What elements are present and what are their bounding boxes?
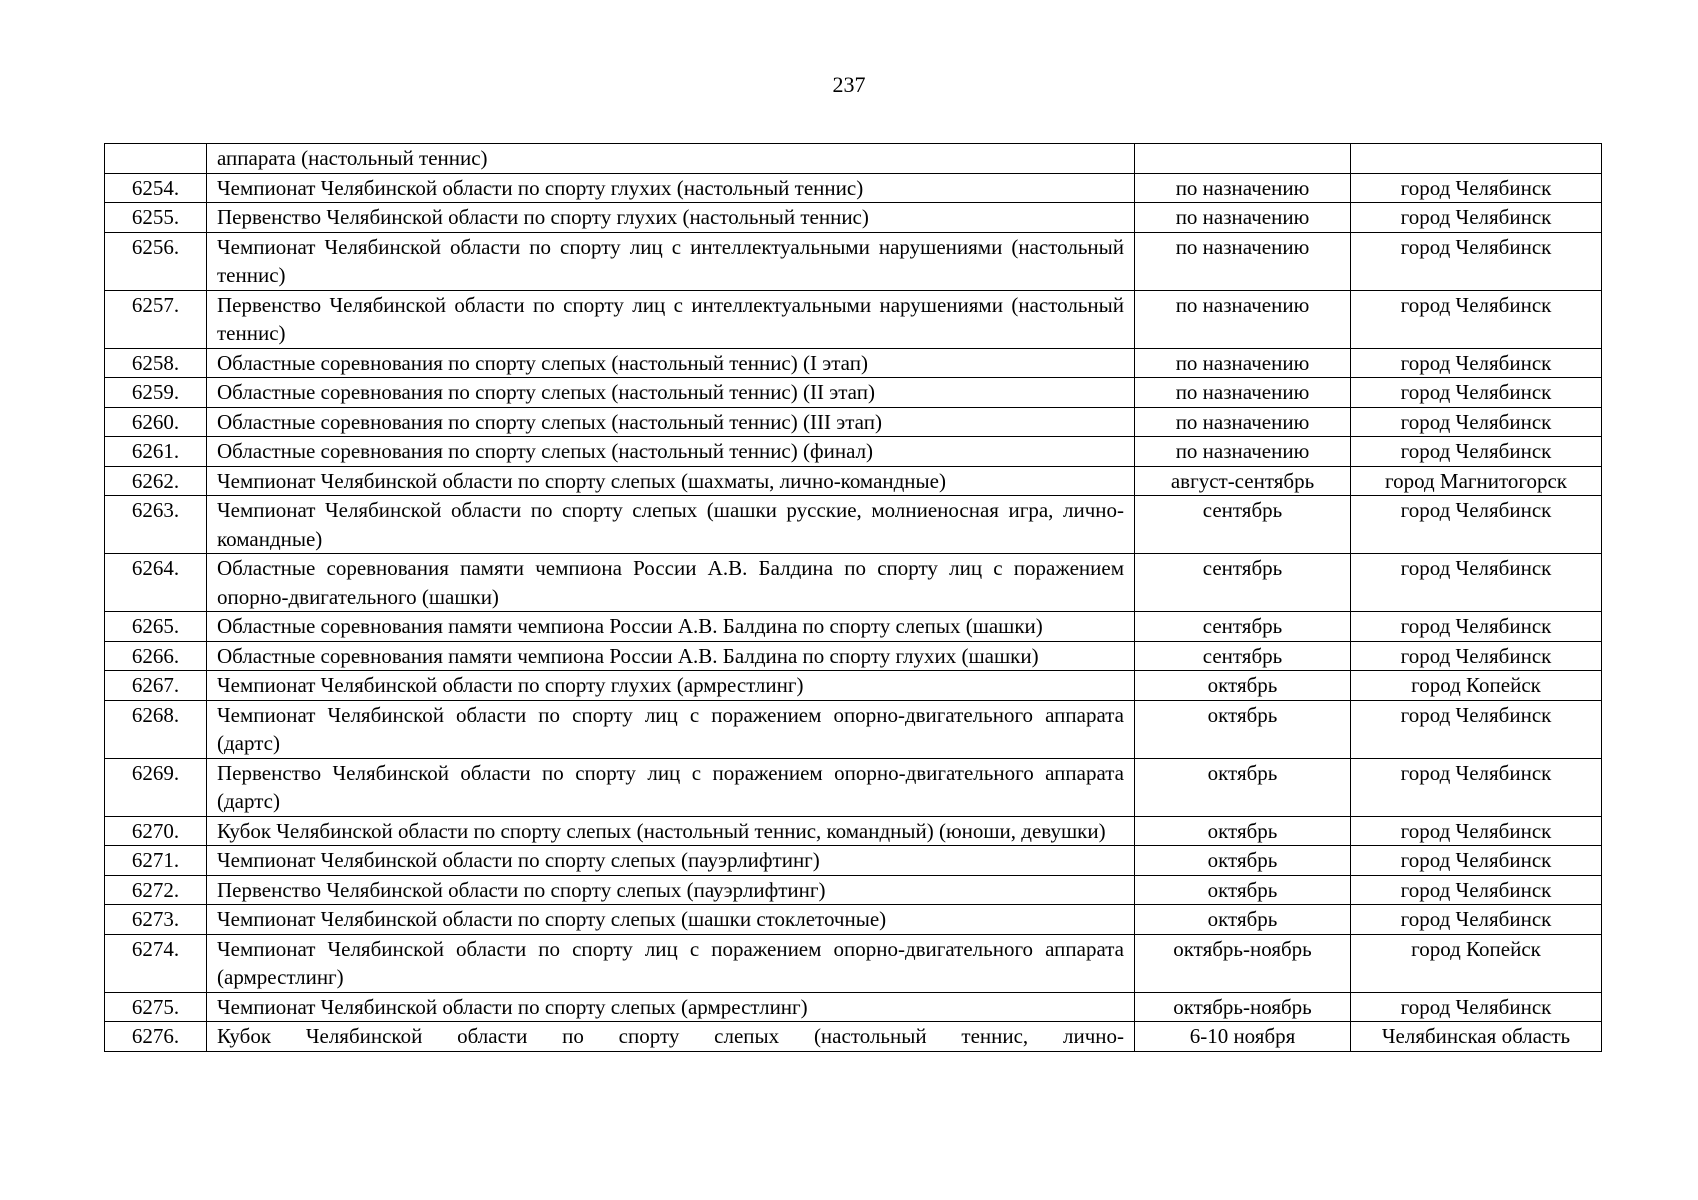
event-date: по назначению bbox=[1135, 407, 1351, 437]
event-date: по назначению bbox=[1135, 203, 1351, 233]
event-date: сентябрь bbox=[1135, 554, 1351, 612]
event-name: Чемпионат Челябинской области по спорту слепых (шашки русские, молниеносная игра, лично-командные) bbox=[207, 496, 1135, 554]
event-date bbox=[1135, 144, 1351, 174]
event-place bbox=[1351, 144, 1602, 174]
event-place: город Челябинск bbox=[1351, 290, 1602, 348]
row-number: 6272. bbox=[105, 875, 207, 905]
row-number: 6257. bbox=[105, 290, 207, 348]
event-date: 6-10 ноября bbox=[1135, 1022, 1351, 1052]
event-name: Чемпионат Челябинской области по спорту слепых (шашки стоклеточные) bbox=[207, 905, 1135, 935]
event-date: октябрь-ноябрь bbox=[1135, 992, 1351, 1022]
event-date: октябрь-ноябрь bbox=[1135, 934, 1351, 992]
event-name: Чемпионат Челябинской области по спорту глухих (армрестлинг) bbox=[207, 671, 1135, 701]
row-number: 6276. bbox=[105, 1022, 207, 1052]
event-place: город Челябинск bbox=[1351, 905, 1602, 935]
event-place: город Копейск bbox=[1351, 671, 1602, 701]
row-number: 6269. bbox=[105, 758, 207, 816]
table-row bbox=[105, 992, 1602, 1022]
event-date: октябрь bbox=[1135, 846, 1351, 876]
event-name: Чемпионат Челябинской области по спорту слепых (пауэрлифтинг) bbox=[207, 846, 1135, 876]
event-place: город Челябинск bbox=[1351, 203, 1602, 233]
events-table bbox=[104, 143, 1602, 1052]
event-date: октябрь bbox=[1135, 700, 1351, 758]
row-number: 6260. bbox=[105, 407, 207, 437]
event-place: город Челябинск bbox=[1351, 378, 1602, 408]
table-row bbox=[105, 612, 1602, 642]
event-place: город Челябинск bbox=[1351, 437, 1602, 467]
table-row bbox=[105, 875, 1602, 905]
event-place: город Челябинск bbox=[1351, 407, 1602, 437]
event-name: Областные соревнования по спорту слепых (настольный теннис) (финал) bbox=[207, 437, 1135, 467]
event-place: город Копейск bbox=[1351, 934, 1602, 992]
table-row bbox=[105, 758, 1602, 816]
event-date: октябрь bbox=[1135, 875, 1351, 905]
row-number: 6254. bbox=[105, 173, 207, 203]
row-number: 6268. bbox=[105, 700, 207, 758]
row-number: 6270. bbox=[105, 816, 207, 846]
table-row bbox=[105, 934, 1602, 992]
event-name: Областные соревнования памяти чемпиона России А.В. Балдина по спорту слепых (шашки) bbox=[207, 612, 1135, 642]
row-number: 6274. bbox=[105, 934, 207, 992]
event-date: сентябрь bbox=[1135, 612, 1351, 642]
event-date: октябрь bbox=[1135, 816, 1351, 846]
event-name: Областные соревнования по спорту слепых (настольный теннис) (II этап) bbox=[207, 378, 1135, 408]
row-number: 6261. bbox=[105, 437, 207, 467]
table-row bbox=[105, 407, 1602, 437]
event-name: Первенство Челябинской области по спорту лиц с поражением опорно-двигательного аппарата (дартс) bbox=[207, 758, 1135, 816]
event-date: по назначению bbox=[1135, 348, 1351, 378]
event-name: Кубок Челябинской области по спорту слепых (настольный теннис, лично- bbox=[207, 1022, 1135, 1052]
event-name: Первенство Челябинской области по спорту лиц с интеллектуальными нарушениями (настольный теннис) bbox=[207, 290, 1135, 348]
event-name: Чемпионат Челябинской области по спорту глухих (настольный теннис) bbox=[207, 173, 1135, 203]
table-row bbox=[105, 466, 1602, 496]
table-row bbox=[105, 203, 1602, 233]
event-date: по назначению bbox=[1135, 173, 1351, 203]
row-number: 6271. bbox=[105, 846, 207, 876]
table-row bbox=[105, 700, 1602, 758]
row-number bbox=[105, 144, 207, 174]
table-row bbox=[105, 290, 1602, 348]
table-row bbox=[105, 1022, 1602, 1052]
table-row bbox=[105, 173, 1602, 203]
event-name: Чемпионат Челябинской области по спорту лиц с поражением опорно-двигательного аппарата (дартс) bbox=[207, 700, 1135, 758]
event-date: сентябрь bbox=[1135, 496, 1351, 554]
table-row bbox=[105, 905, 1602, 935]
event-name: Чемпионат Челябинской области по спорту лиц с интеллектуальными нарушениями (настольный теннис) bbox=[207, 232, 1135, 290]
event-place: город Челябинск bbox=[1351, 846, 1602, 876]
event-name: Чемпионат Челябинской области по спорту слепых (армрестлинг) bbox=[207, 992, 1135, 1022]
table-row bbox=[105, 846, 1602, 876]
event-place: город Челябинск bbox=[1351, 700, 1602, 758]
table-row bbox=[105, 378, 1602, 408]
event-place: город Челябинск bbox=[1351, 554, 1602, 612]
row-number: 6264. bbox=[105, 554, 207, 612]
event-name: Областные соревнования по спорту слепых (настольный теннис) (I этап) bbox=[207, 348, 1135, 378]
event-name: Чемпионат Челябинской области по спорту лиц с поражением опорно-двигательного аппарата (армрестлинг) bbox=[207, 934, 1135, 992]
row-number: 6263. bbox=[105, 496, 207, 554]
event-date: октябрь bbox=[1135, 758, 1351, 816]
event-date: по назначению bbox=[1135, 378, 1351, 408]
event-name: Областные соревнования памяти чемпиона России А.В. Балдина по спорту глухих (шашки) bbox=[207, 641, 1135, 671]
event-place: город Челябинск bbox=[1351, 348, 1602, 378]
event-name: Областные соревнования памяти чемпиона России А.В. Балдина по спорту лиц с поражением опорно-двигательного (шашки) bbox=[207, 554, 1135, 612]
event-name: Кубок Челябинской области по спорту слепых (настольный теннис, командный) (юноши, девушки) bbox=[207, 816, 1135, 846]
page-number: 237 bbox=[832, 72, 866, 97]
event-name: Чемпионат Челябинской области по спорту слепых (шахматы, лично-командные) bbox=[207, 466, 1135, 496]
event-name: аппарата (настольный теннис) bbox=[207, 144, 1135, 174]
event-name: Областные соревнования по спорту слепых (настольный теннис) (III этап) bbox=[207, 407, 1135, 437]
event-place: Челябинская область bbox=[1351, 1022, 1602, 1052]
event-date: октябрь bbox=[1135, 671, 1351, 701]
event-place: город Челябинск bbox=[1351, 992, 1602, 1022]
event-place: город Челябинск bbox=[1351, 758, 1602, 816]
row-number: 6255. bbox=[105, 203, 207, 233]
event-name: Первенство Челябинской области по спорту глухих (настольный теннис) bbox=[207, 203, 1135, 233]
table-row bbox=[105, 641, 1602, 671]
event-place: город Магнитогорск bbox=[1351, 466, 1602, 496]
event-place: город Челябинск bbox=[1351, 232, 1602, 290]
event-place: город Челябинск bbox=[1351, 816, 1602, 846]
event-date: октябрь bbox=[1135, 905, 1351, 935]
row-number: 6262. bbox=[105, 466, 207, 496]
row-number: 6258. bbox=[105, 348, 207, 378]
table-row bbox=[105, 671, 1602, 701]
event-place: город Челябинск bbox=[1351, 641, 1602, 671]
table-row bbox=[105, 144, 1602, 174]
row-number: 6273. bbox=[105, 905, 207, 935]
event-date: сентябрь bbox=[1135, 641, 1351, 671]
event-date: по назначению bbox=[1135, 437, 1351, 467]
event-date: по назначению bbox=[1135, 232, 1351, 290]
event-place: город Челябинск bbox=[1351, 496, 1602, 554]
row-number: 6256. bbox=[105, 232, 207, 290]
table-row bbox=[105, 348, 1602, 378]
table-row bbox=[105, 232, 1602, 290]
row-number: 6265. bbox=[105, 612, 207, 642]
table-row bbox=[105, 437, 1602, 467]
event-place: город Челябинск bbox=[1351, 612, 1602, 642]
event-date: по назначению bbox=[1135, 290, 1351, 348]
event-date: август-сентябрь bbox=[1135, 466, 1351, 496]
event-place: город Челябинск bbox=[1351, 173, 1602, 203]
row-number: 6275. bbox=[105, 992, 207, 1022]
table-row bbox=[105, 816, 1602, 846]
row-number: 6267. bbox=[105, 671, 207, 701]
row-number: 6266. bbox=[105, 641, 207, 671]
row-number: 6259. bbox=[105, 378, 207, 408]
table-row bbox=[105, 554, 1602, 612]
event-name: Первенство Челябинской области по спорту слепых (пауэрлифтинг) bbox=[207, 875, 1135, 905]
table-row bbox=[105, 496, 1602, 554]
event-place: город Челябинск bbox=[1351, 875, 1602, 905]
